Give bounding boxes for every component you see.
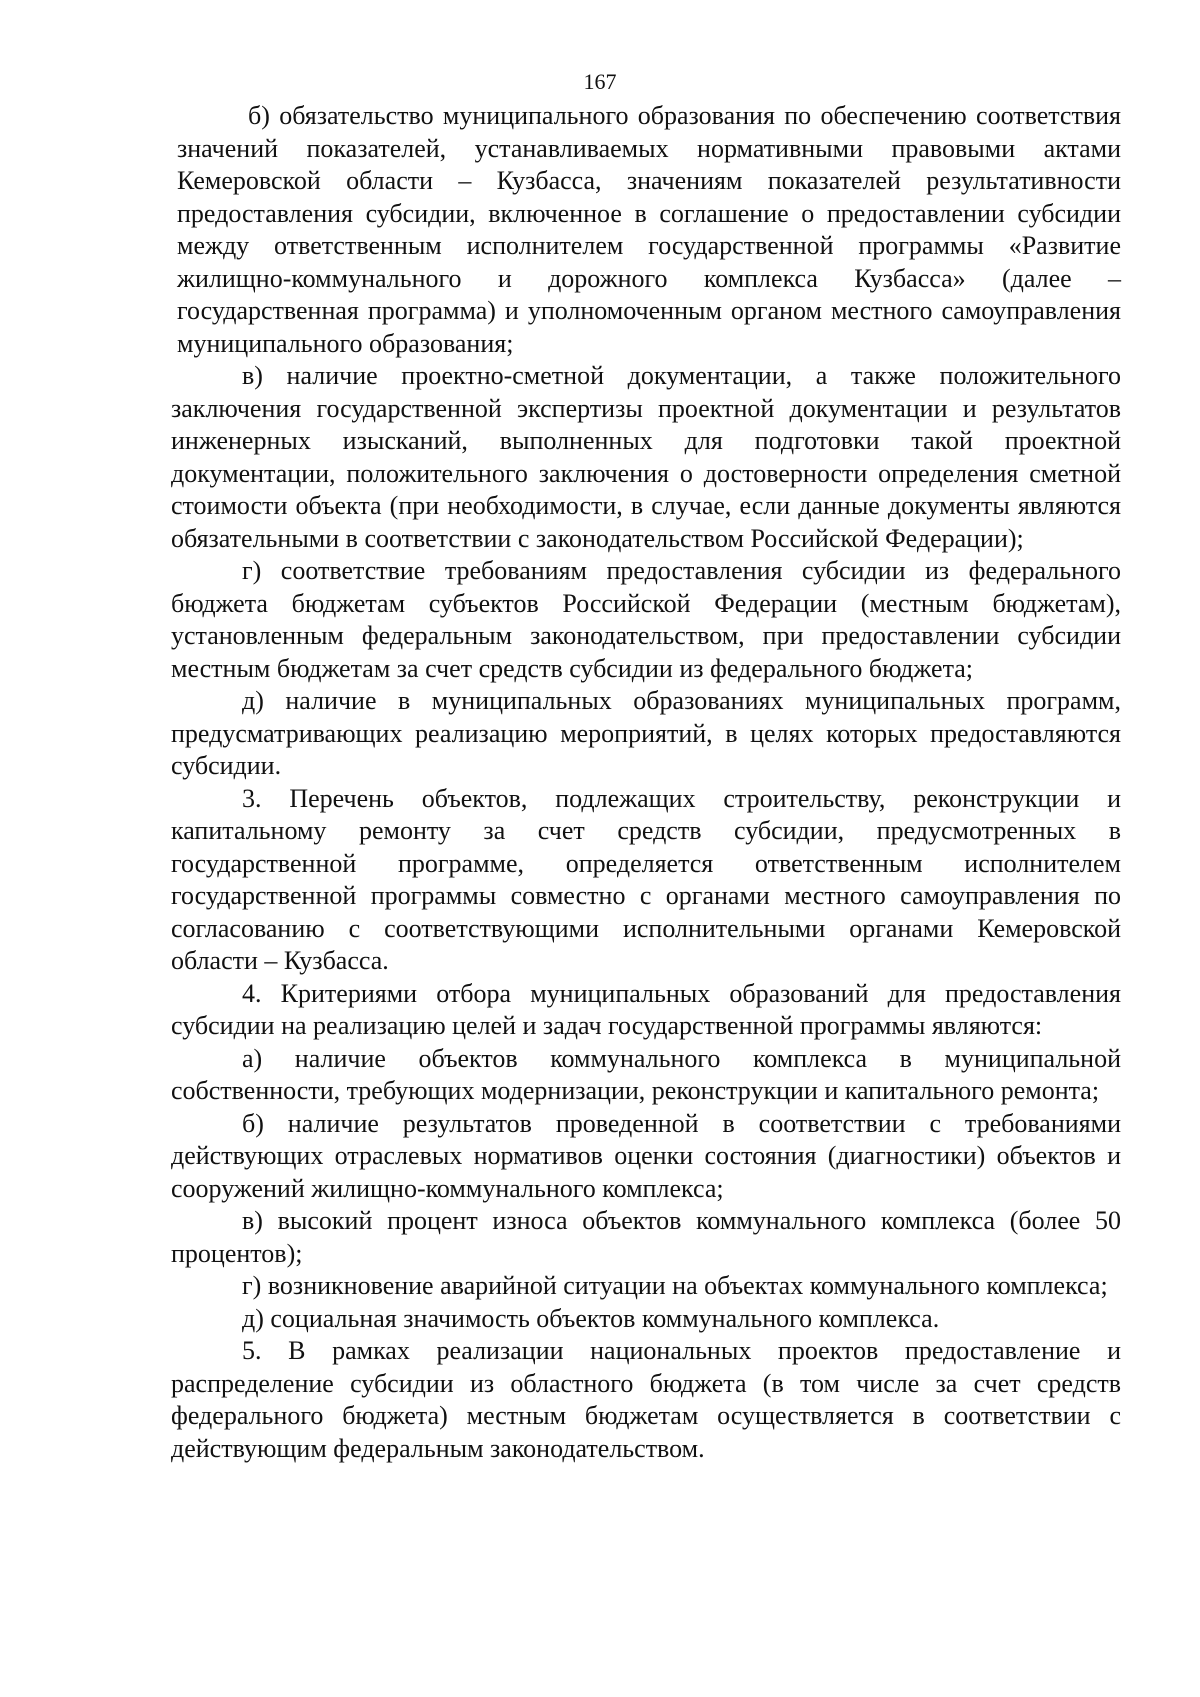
paragraph-v-design-documentation: в) наличие проектно-сметной документации, а также положительного заключения государственной экспертизы проектной документации и результатов инженерных изысканий, выполненных для подготовки такой проектной документации, положительного заключения о достоверности определения сметной стоимости объекта (при необходимости, в случае, если данные документы являются обязательными в соответствии с законодательством Российской Федерации); xyxy=(171,361,1121,553)
document-body xyxy=(171,100,1121,1465)
paragraph-a-communal-objects: а) наличие объектов коммунального комплекса в муниципальной собственности, требующих модернизации, реконструкции и капитального ремонта; xyxy=(171,1043,1121,1105)
paragraph-b-obligation: б) обязательство муниципального образования по обеспечению соответствия значений показателей, устанавливаемых нормативными правовыми актами Кемеровской области – Кузбасса, значениям показателей результативности предоставления субсидии, включенное в соглашение о предоставлении субсидии между ответственным исполнителем государственной программы «Развитие жилищно-коммунального и дорожного комплекса Кузбасса» (далее – государственная программа) и уполномоченным органом местного самоуправления муниципального образования; xyxy=(177,101,1121,358)
paragraph-d-municipal-programs: д) наличие в муниципальных образованиях муниципальных программ, предусматривающих реализацию мероприятий, в целях которых предоставляются субсидии. xyxy=(171,686,1121,780)
page-number: 167 xyxy=(583,69,617,94)
paragraph-g-federal-requirements: г) соответствие требованиям предоставления субсидии из федерального бюджета бюджетам субъектов Российской Федерации (местным бюджетам), установленным федеральным законодательством, при предоставлении субсидии местным бюджетам за счет средств субсидии из федерального бюджета; xyxy=(171,556,1121,683)
paragraph-5-national-projects: 5. В рамках реализации национальных проектов предоставление и распределение субсидии из областного бюджета (в том числе за счет средств федерального бюджета) местным бюджетам осуществляется в соответствии с действующим федеральным законодательством. xyxy=(171,1336,1121,1463)
paragraph-v-wear-percentage: в) высокий процент износа объектов коммунального комплекса (более 50 процентов); xyxy=(171,1206,1121,1268)
paragraph-b-diagnostics: б) наличие результатов проведенной в соответствии с требованиями действующих отраслевых нормативов оценки состояния (диагностики) объектов и сооружений жилищно-коммунального комплекса; xyxy=(171,1108,1121,1203)
paragraph-4-selection-criteria: 4. Критериями отбора муниципальных образований для предоставления субсидии на реализацию целей и задач государственной программы являются: xyxy=(171,978,1121,1040)
paragraph-3-object-list: 3. Перечень объектов, подлежащих строительству, реконструкции и капитальному ремонту за счет средств субсидии, предусмотренных в государственной программе, определяется ответственным исполнителем государственной программы совместно с органами местного самоуправления по согласованию с соответствующими исполнительными органами Кемеровской области – Кузбасса. xyxy=(171,783,1121,975)
paragraph-g-emergency: г) возникновение аварийной ситуации на объектах коммунального комплекса; xyxy=(242,1271,1108,1300)
paragraph-d-social-significance: д) социальная значимость объектов коммунального комплекса. xyxy=(242,1303,940,1333)
